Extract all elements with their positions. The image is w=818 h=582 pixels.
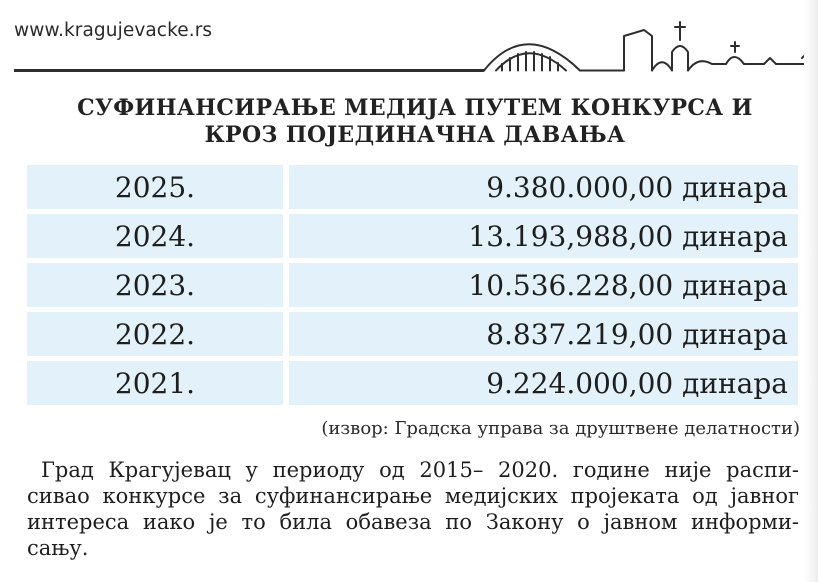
- year-cell: 2022.: [27, 312, 283, 356]
- paragraph-line: сивао конкурсе за суфинансирање медијских пројеката од јавног: [27, 484, 799, 508]
- amount-cell: 8.837.219,00 динара: [289, 312, 798, 356]
- city-skyline-illustration: [476, 14, 818, 82]
- year-cell: 2023.: [27, 263, 283, 307]
- table-row: [27, 312, 798, 356]
- table-row: [27, 214, 798, 258]
- site-url: www.kragujevacke.rs: [14, 20, 213, 41]
- source-note: (извор: Градска управа за друштвене делатности): [321, 418, 800, 439]
- year-cell: 2025.: [27, 165, 283, 209]
- header-rule: [14, 69, 484, 72]
- year-cell: 2021.: [27, 361, 283, 405]
- paragraph-line: интереса иако је то била обавеза по Закону о јавном информи-: [27, 510, 799, 534]
- paragraph-line: сању.: [27, 536, 89, 560]
- amount-cell: 9.380.000,00 динара: [289, 165, 798, 209]
- table-row: [27, 361, 798, 405]
- funding-table: [27, 165, 798, 410]
- amount-cell: 13.193,988,00 динара: [289, 214, 798, 258]
- amount-cell: 10.536.228,00 динара: [289, 263, 798, 307]
- table-row: [27, 165, 798, 209]
- table-row: [27, 263, 798, 307]
- year-cell: 2024.: [27, 214, 283, 258]
- title-line-1: СУФИНАНСИРАЊЕ МЕДИЈА ПУТЕМ КОНКУРСА И: [77, 95, 753, 121]
- body-paragraph: [27, 457, 799, 561]
- amount-cell: 9.224.000,00 динара: [289, 361, 798, 405]
- page-title: [60, 95, 770, 149]
- page-edge-shadow: [804, 0, 818, 582]
- paragraph-line: Град Крагујевац у периоду од 2015– 2020. године није распи-: [41, 458, 799, 482]
- title-line-2: КРОЗ ПОЈЕДИНАЧНА ДАВАЊА: [204, 122, 626, 148]
